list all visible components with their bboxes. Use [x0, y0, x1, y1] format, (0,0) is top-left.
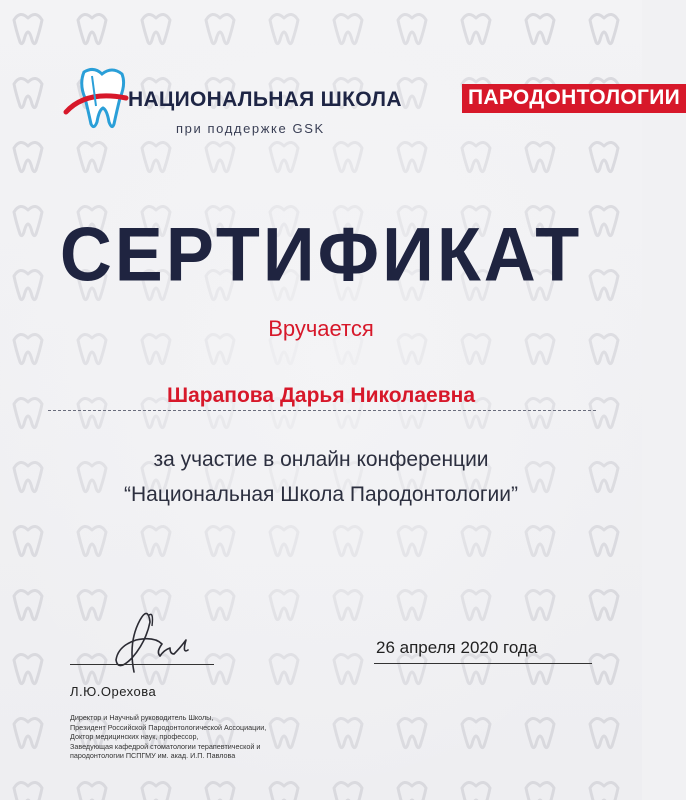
- school-logo: [64, 66, 680, 146]
- credential-line: Директор и Научный руководитель Школы,: [70, 713, 214, 722]
- logo-title-accent: ПАРОДОНТОЛОГИИ: [462, 84, 686, 113]
- tooth-logo-icon: [64, 66, 126, 132]
- reason-line-2: “Национальная Школа Пародонтологии”: [124, 483, 518, 506]
- certificate-title: СЕРТИФИКАТ: [59, 212, 583, 298]
- signatory-credentials: [70, 713, 370, 761]
- logo-subtitle: при поддержке GSK: [176, 121, 325, 136]
- credential-line: Доктор медицинских наук, профессор,: [70, 732, 199, 741]
- signature-line: [70, 664, 214, 665]
- date-underline: [374, 663, 592, 664]
- logo-title: НАЦИОНАЛЬНАЯ ШКОЛА: [128, 88, 402, 111]
- recipient-underline: [48, 410, 596, 411]
- credential-line: пародонтологии ПСПГМУ им. акад. И.П. Павлова: [70, 751, 236, 760]
- signature-image: [90, 600, 200, 680]
- credential-line: Заведующая кафедрой стоматологии терапевтической и: [70, 741, 261, 751]
- recipient-name: Шарапова Дарья Николаевна: [167, 384, 475, 407]
- credential-line: Президент Российской Пародонтологической Ассоциации,: [70, 722, 267, 732]
- signatory-name: Л.Ю.Орехова: [70, 684, 157, 699]
- awarded-label: Вручается: [268, 316, 374, 341]
- certificate-date: 26 апреля 2020 года: [376, 638, 538, 657]
- reason-line-1: за участие в онлайн конференции: [153, 448, 489, 471]
